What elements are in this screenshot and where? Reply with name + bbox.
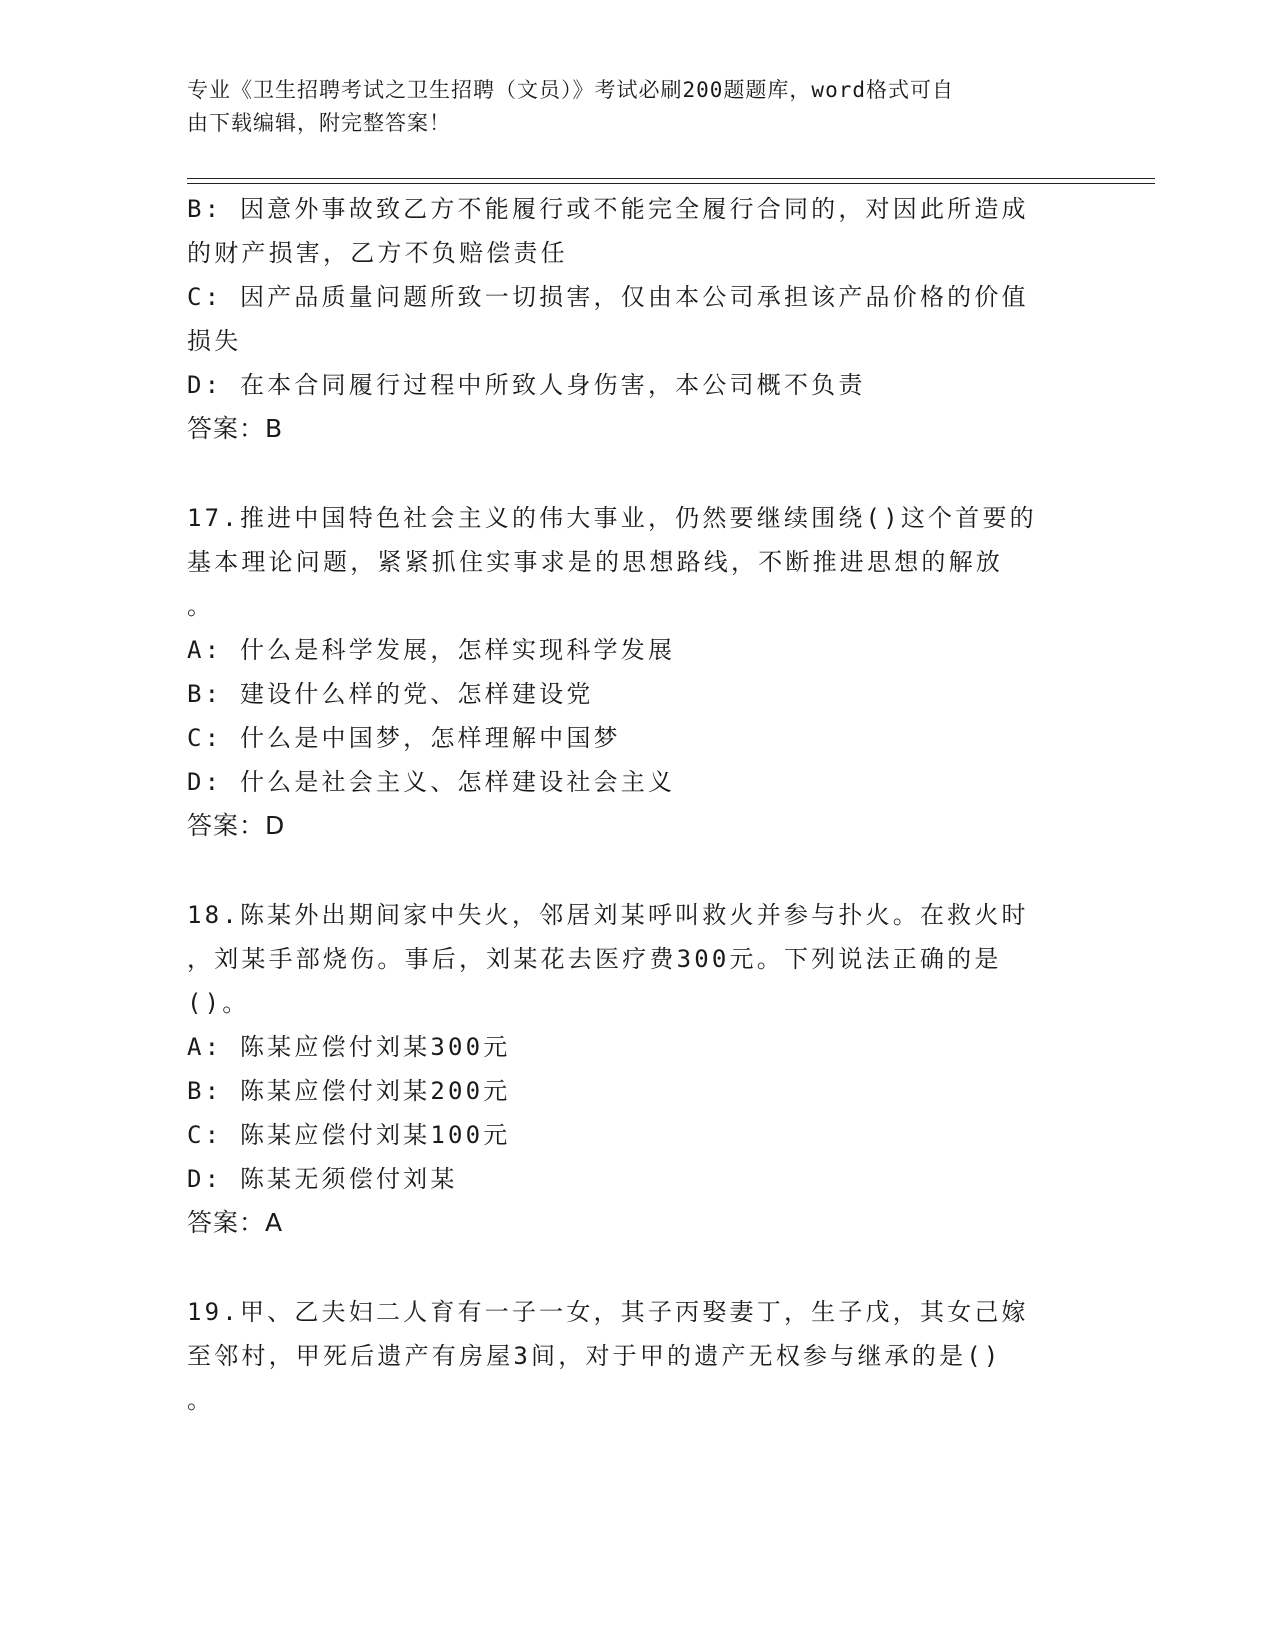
- q18-answer: 答案：A: [187, 1208, 284, 1237]
- q16-option-b-line-2: 的财产损害，乙方不负赔偿责任: [187, 239, 568, 267]
- q17-option-c: C: 什么是中国梦，怎样理解中国梦: [187, 724, 621, 752]
- header-divider-bottom: [187, 183, 1155, 184]
- q19-stem-line-3: 。: [187, 1386, 215, 1414]
- q17-option-b: B: 建设什么样的党、怎样建设党: [187, 680, 594, 708]
- header-divider-top: [187, 178, 1155, 179]
- q16-option-d: D: 在本合同履行过程中所致人身伤害，本公司概不负责: [187, 371, 866, 399]
- q18-option-a: A: 陈某应偿付刘某300元: [187, 1033, 511, 1061]
- q18-option-d: D: 陈某无须偿付刘某: [187, 1165, 458, 1193]
- q16-option-b-line-1: B: 因意外事故致乙方不能履行或不能完全履行合同的，对因此所造成: [187, 195, 1029, 223]
- q17-stem-line-3: 。: [187, 592, 215, 620]
- q18-stem-line-2: ，刘某手部烧伤。事后，刘某花去医疗费300元。下列说法正确的是: [187, 945, 1002, 973]
- q17-stem-line-1: 17.推进中国特色社会主义的伟大事业，仍然要继续围绕()这个首要的: [187, 504, 1037, 532]
- q18-stem-line-3: ()。: [187, 989, 250, 1017]
- document-header: [187, 74, 1067, 140]
- q18-option-c: C: 陈某应偿付刘某100元: [187, 1121, 511, 1149]
- header-line-1: 专业《卫生招聘考试之卫生招聘（文员）》考试必刷200题题库，word格式可自: [187, 78, 954, 102]
- q19-stem-line-2: 至邻村，甲死后遗产有房屋3间，对于甲的遗产无权参与继承的是(): [187, 1342, 1002, 1370]
- q18-stem-line-1: 18.陈某外出期间家中失火，邻居刘某呼叫救火并参与扑火。在救火时: [187, 901, 1029, 929]
- q17-answer: 答案：D: [187, 811, 286, 840]
- q17-option-a: A: 什么是科学发展，怎样实现科学发展: [187, 636, 676, 664]
- q19-stem-line-1: 19.甲、乙夫妇二人育有一子一女，其子丙娶妻丁，生子戊，其女己嫁: [187, 1298, 1029, 1326]
- q18-option-b: B: 陈某应偿付刘某200元: [187, 1077, 511, 1105]
- q16-answer: 答案：B: [187, 414, 284, 443]
- q17-option-d: D: 什么是社会主义、怎样建设社会主义: [187, 768, 676, 796]
- q16-option-c-line-2: 损失: [187, 327, 242, 355]
- header-line-2: 由下载编辑，附完整答案！: [187, 111, 451, 135]
- q17-stem-line-2: 基本理论问题，紧紧抓住实事求是的思想路线，不断推进思想的解放: [187, 548, 1003, 576]
- q16-option-c-line-1: C: 因产品质量问题所致一切损害，仅由本公司承担该产品价格的价值: [187, 283, 1029, 311]
